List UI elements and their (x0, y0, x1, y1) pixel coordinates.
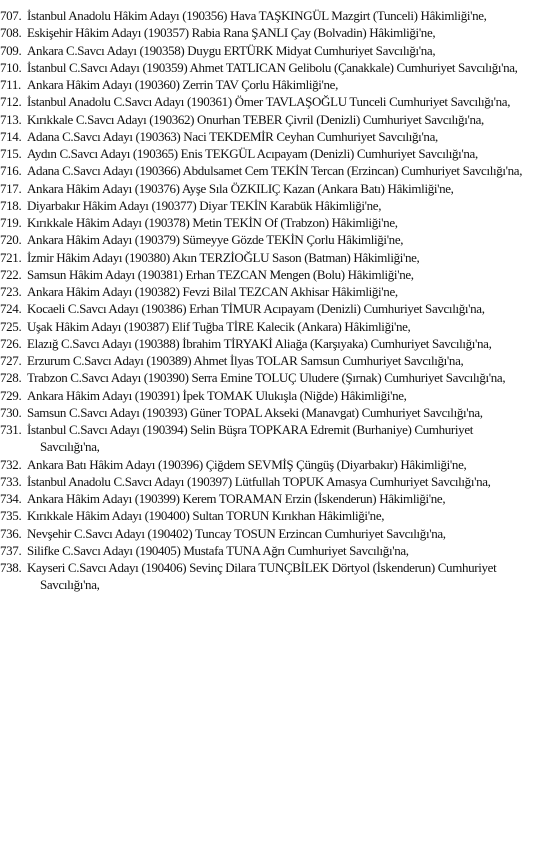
item-text: Ankara Batı Hâkim Adayı (190396) Çiğdem SEVMİŞ Çüngüş (Diyarbakır) Hâkimliği'ne, (27, 456, 467, 472)
list-item (0, 525, 549, 542)
list-item (0, 93, 549, 110)
item-text: Ankara Hâkim Adayı (190399) Kerem TORAMAN Erzin (İskenderun) Hâkimliği'ne, (27, 491, 446, 506)
item-text: Eskişehir Hâkim Adayı (190357) Rabia Rana ŞANLI Çay (Bolvadin) Hâkimliği'ne, (27, 25, 436, 41)
list-item (0, 352, 549, 369)
list-item (0, 300, 549, 317)
list-item (0, 197, 549, 214)
list-item (0, 145, 549, 162)
item-number: 735. (0, 508, 22, 524)
item-text: Ankara Hâkim Adayı (190391) İpek TOMAK Ulukışla (Niğde) Hâkimliği'ne, (27, 387, 407, 403)
list-item (0, 24, 549, 41)
item-number: 728. (0, 370, 22, 386)
item-number: 713. (0, 111, 22, 127)
item-text-continued: Savcılığı'na, (40, 577, 100, 593)
list-item (0, 404, 549, 421)
item-text: Kırıkkale Hâkim Adayı (190378) Metin TEKİN Of (Trabzon) Hâkimliği'ne, (27, 215, 398, 230)
item-number: 718. (0, 197, 22, 213)
item-number: 737. (0, 542, 22, 558)
list-item (0, 456, 549, 473)
item-number: 738. (0, 560, 22, 575)
item-text: Ankara Hâkim Adayı (190379) Sümeyye Gözde TEKİN Çorlu Hâkimliği'ne, (27, 232, 404, 248)
item-text-continued: Savcılığı'na, (40, 439, 100, 455)
list-item (0, 542, 549, 559)
item-number: 721. (0, 249, 22, 265)
item-number: 715. (0, 146, 22, 161)
item-number: 724. (0, 301, 22, 317)
item-number: 719. (0, 215, 22, 230)
item-text: Kırıkkale Hâkim Adayı (190400) Sultan TORUN Kırıkhan Hâkimliği'ne, (27, 508, 385, 524)
item-number: 727. (0, 353, 22, 368)
list-item (0, 266, 549, 283)
list-item (0, 249, 549, 266)
list-item (0, 42, 549, 59)
list-item (0, 490, 549, 507)
item-number: 712. (0, 94, 22, 110)
appointment-list (0, 7, 549, 594)
list-item (0, 421, 549, 456)
item-number: 720. (0, 232, 22, 248)
list-item (0, 128, 549, 145)
list-item (0, 162, 549, 179)
item-number: 711. (0, 77, 21, 92)
list-item (0, 283, 549, 300)
item-number: 730. (0, 404, 22, 420)
item-number: 709. (0, 42, 22, 58)
item-number: 731. (0, 422, 22, 437)
list-item (0, 59, 549, 76)
item-text: Ankara C.Savcı Adayı (190358) Duygu ERTÜRK Midyat Cumhuriyet Savcılığı'na, (27, 42, 436, 58)
item-number: 708. (0, 25, 22, 41)
list-item (0, 369, 549, 386)
item-number: 717. (0, 180, 22, 196)
item-text: Aydın C.Savcı Adayı (190365) Enis TEKGÜL Acıpayam (Denizli) Cumhuriyet Savcılığı'na, (27, 146, 478, 161)
item-text: Ankara Hâkim Adayı (190360) Zerrin TAV Çorlu Hâkimliği'ne, (27, 77, 339, 92)
item-number: 723. (0, 284, 22, 299)
list-item (0, 387, 549, 404)
item-text: Diyarbakır Hâkim Adayı (190377) Diyar TEKİN Karabük Hâkimliği'ne, (27, 197, 382, 213)
item-text: Uşak Hâkim Adayı (190387) Elif Tuğba TİRE Kalecik (Ankara) Hâkimliği'ne, (27, 318, 411, 334)
item-number: 716. (0, 163, 22, 179)
item-text: İstanbul Anadolu Hâkim Adayı (190356) Hava TAŞKINGÜL Mazgirt (Tunceli) Hâkimliği'ne, (27, 8, 487, 23)
item-number: 733. (0, 473, 22, 489)
list-item (0, 76, 549, 93)
list-item (0, 473, 549, 490)
item-number: 725. (0, 318, 22, 334)
item-number: 736. (0, 525, 22, 541)
item-text: Kayseri C.Savcı Adayı (190406) Sevinç Dilara TUNÇBİLEK Dörtyol (İskenderun) Cumhuriyet (27, 560, 497, 575)
list-item (0, 111, 549, 128)
list-item (0, 231, 549, 248)
item-text: İzmir Hâkim Adayı (190380) Akın TERZİOĞLU Sason (Batman) Hâkimliği'ne, (27, 249, 420, 265)
list-item (0, 335, 549, 352)
item-text: İstanbul C.Savcı Adayı (190359) Ahmet TATLICAN Gelibolu (Çanakkale) Cumhuriyet Savcılığı'na, (27, 59, 518, 75)
item-text: Samsun Hâkim Adayı (190381) Erhan TEZCAN Mengen (Bolu) Hâkimliği'ne, (27, 266, 414, 282)
item-number: 726. (0, 335, 22, 351)
item-number: 714. (0, 128, 22, 144)
list-item (0, 507, 549, 524)
item-text: Erzurum C.Savcı Adayı (190389) Ahmet İlyas TOLAR Samsun Cumhuriyet Savcılığı'na, (27, 353, 464, 368)
item-text: Elazığ C.Savcı Adayı (190388) İbrahim TİRYAKİ Aliağa (Karşıyaka) Cumhuriyet Savcılığı'na, (27, 335, 492, 351)
item-text: Ankara Hâkim Adayı (190382) Fevzi Bilal TEZCAN Akhisar Hâkimliği'ne, (27, 284, 398, 299)
list-item (0, 7, 549, 24)
item-text: Ankara Hâkim Adayı (190376) Ayşe Sıla ÖZKILIÇ Kazan (Ankara Batı) Hâkimliği'ne, (27, 180, 454, 196)
item-number: 732. (0, 456, 22, 472)
item-text: İstanbul Anadolu C.Savcı Adayı (190361) Ömer TAVLAŞOĞLU Tunceli Cumhuriyet Savcılığı'na, (27, 94, 511, 110)
item-text: Trabzon C.Savcı Adayı (190390) Serra Emine TOLUÇ Uludere (Şırnak) Cumhuriyet Savcılığı'na, (27, 370, 506, 386)
list-item (0, 214, 549, 231)
item-text: Adana C.Savcı Adayı (190366) Abdulsamet Cem TEKİN Tercan (Erzincan) Cumhuriyet Savcılığı'na, (27, 163, 523, 179)
list-item (0, 559, 549, 594)
item-text: Adana C.Savcı Adayı (190363) Naci TEKDEMİR Ceyhan Cumhuriyet Savcılığı'na, (27, 128, 438, 144)
item-text: Kocaeli C.Savcı Adayı (190386) Erhan TİMUR Acıpayam (Denizli) Cumhuriyet Savcılığı'na, (27, 301, 485, 317)
item-text: Kırıkkale C.Savcı Adayı (190362) Onurhan TEBER Çivril (Denizli) Cumhuriyet Savcılığı'na, (27, 111, 484, 127)
item-text: İstanbul C.Savcı Adayı (190394) Selin Büşra TOPKARA Edremit (Burhaniye) Cumhuriyet (27, 422, 473, 437)
item-number: 722. (0, 266, 22, 282)
list-item (0, 180, 549, 197)
item-number: 710. (0, 59, 22, 75)
item-text: İstanbul Anadolu C.Savcı Adayı (190397) Lütfullah TOPUK Amasya Cumhuriyet Savcılığı'na, (27, 473, 491, 489)
item-text: Nevşehir C.Savcı Adayı (190402) Tuncay TOSUN Erzincan Cumhuriyet Savcılığı'na, (27, 525, 446, 541)
item-number: 734. (0, 491, 22, 506)
item-number: 707. (0, 8, 22, 23)
item-text: Samsun C.Savcı Adayı (190393) Güner TOPAL Akseki (Manavgat) Cumhuriyet Savcılığı'na, (27, 404, 483, 420)
item-number: 729. (0, 387, 22, 403)
item-text: Silifke C.Savcı Adayı (190405) Mustafa TUNA Ağrı Cumhuriyet Savcılığı'na, (27, 542, 409, 558)
list-item (0, 318, 549, 335)
